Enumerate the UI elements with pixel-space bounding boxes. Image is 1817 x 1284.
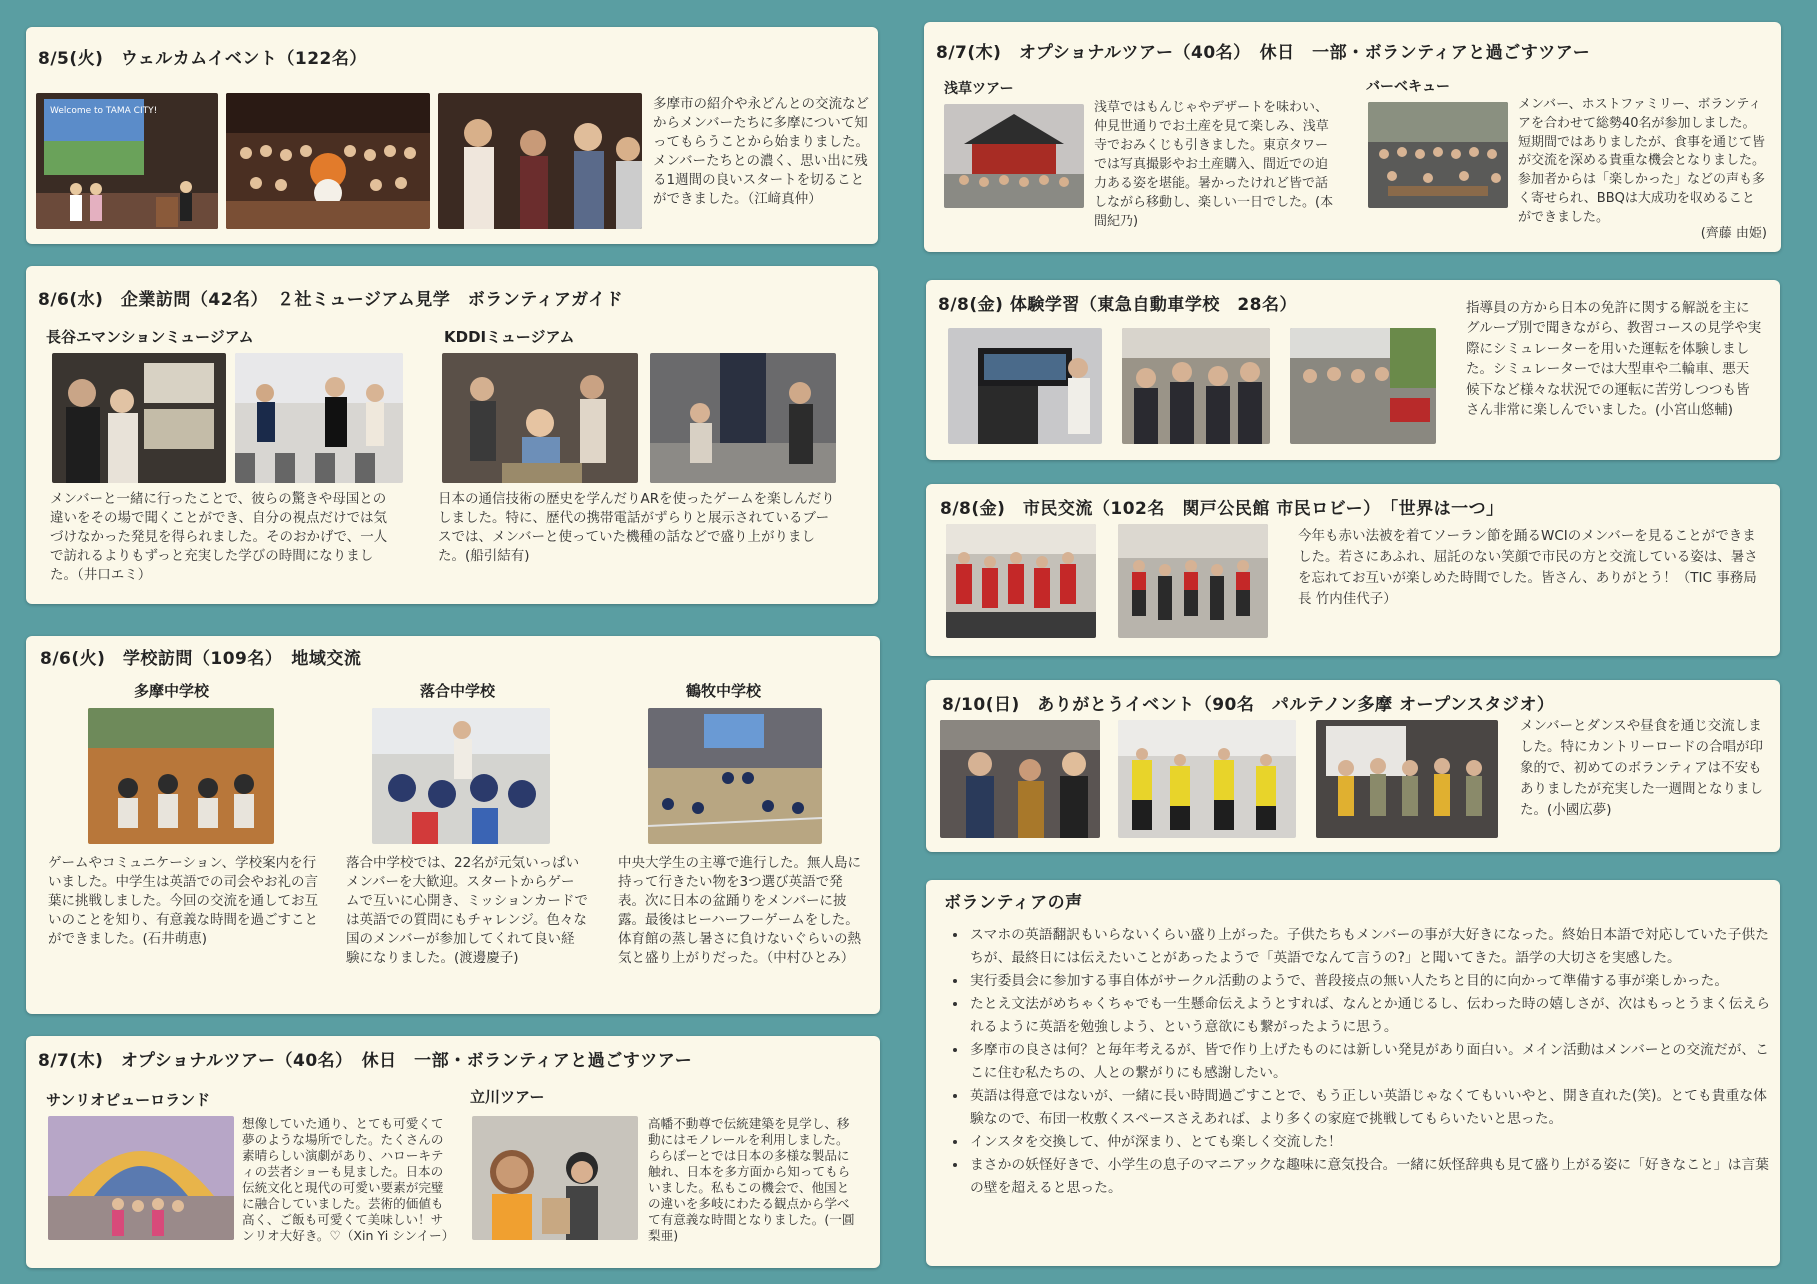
museum-right-subtitle: KDDIミュージアム bbox=[444, 328, 575, 346]
photo-welcome-stage bbox=[36, 93, 218, 229]
photo-driving-simulator bbox=[948, 328, 1102, 444]
tour-left-text: 想像していた通り、とても可愛くて夢のような場所でした。たくさんの素晴らしい演劇があり、ハローキティの芸者ショーも見ました。日本の伝統文化と現代の可愛い要素が完璧に融合していました。芸術的価値も高く、ご飯も可愛くて美味しい！サンリオ大好き。♡（Xin Yi シンイー） bbox=[242, 1116, 455, 1243]
card-title: 8/10(日) ありがとうイベント（90名 パルテノン多摩 オープンスタジオ） bbox=[942, 695, 1555, 715]
voice-item: • スマホの英語翻訳もいらないくらい盛り上がった。子供たちもメンバーの事が大好きになった。終始日本語で対応していた子供たちが、最終日には伝えたいことがあったようで「英語でなんて言うの?」と聞いてきた。語学の大切さを実感した。 bbox=[968, 924, 1776, 970]
voice-item: • 英語は得意ではないが、一緒に長い時間過ごすことで、もう正しい英語じゃなくてもいいやと、開き直れた(笑)。とても貴重な体験なので、布団一枚敷くスペースさえあれば、より多くの家庭で挑戦してもらいたいと思った。 bbox=[968, 1085, 1776, 1131]
card-text: メンバーとダンスや昼食を通じ交流しました。特にカントリーロードの合唱が印象的で、初めてのボランティアは不安もありましたが充実した一週間となりました。(小國広夢) bbox=[1520, 718, 1763, 818]
photo-tama-jhs bbox=[88, 708, 274, 844]
card-optional-tour-left bbox=[26, 1036, 880, 1268]
voice-item: • まさかの妖怪好きで、小学生の息子のマニアックな趣味に意気投合。一緒に妖怪辞典も見て盛り上がる姿に「好きなこと」は言葉の壁を超えると思った。 bbox=[968, 1154, 1776, 1200]
card-title: 8/6(水) 企業訪問（42名） ２社ミュージアム見学 ボランティアガイド bbox=[38, 290, 624, 310]
museum-right-text: 日本の通信技術の歴史を学んだりARを使ったゲームを楽しんだりしました。特に、歴代の携帯電話がずらりと展示されているブースでは、メンバーと使っていた機種の話などで盛り上がりました。(船引結有) bbox=[438, 491, 835, 564]
voice-item: • インスタを交換して、仲が深まり、とても楽しく交流した！ bbox=[968, 1131, 1776, 1154]
school-1-name: 多摩中学校 bbox=[134, 682, 210, 700]
photo-welcome-group bbox=[226, 93, 430, 229]
card-text: 指導員の方から日本の免許に関する解説を主にグループ別で聞きながら、教習コースの見学や実際にシミュレーターを用いた運転を体験しました。シミュレーターでは大型車や二輪車、悪天候下など様々な状況での運転に苦労しつつも皆さん非常に楽しんでいました。(小宮山悠輔) bbox=[1466, 300, 1762, 419]
voice-item: • 実行委員会に参加する事自体がサークル活動のようで、普段接点の無い人たちと目的に向かって準備する事が楽しかった。 bbox=[968, 970, 1776, 993]
voice-item: • 多摩市の良さは何？と毎年考えるが、皆で作り上げたものには新しい発見があり面白い。メイン活動はメンバーとの交流だが、ここに住む私たちの、人との繋がりにも感謝したい。 bbox=[968, 1039, 1776, 1085]
card-text: 今年も赤い法被を着てソーラン節を踊るWCIのメンバーを見ることができました。若さにあふれ、屈託のない笑顔で市民の方と交流している姿は、暑さを忘れてお互いが楽しめた時間でした。皆さん、ありがとう！（TIC 事務局長 竹内佳代子） bbox=[1298, 528, 1758, 607]
school-2-text: 落合中学校では、22名が元気いっぱいメンバーを大歓迎。スタートからゲームで互いに心開き、ミッションカードでは英語での質問にもチャレンジ。色々な国のメンバーが参加してくれて良い経験になりました。(渡邊慶子) bbox=[346, 855, 588, 966]
school-3-text: 中央大学生の主導で進行した。無人島に持って行きたい物を3つ選び英語で発表。次に日本の盆踊りをメンバーに披露。最後はヒーハーフーゲームをした。体育館の蒸し暑さに負けないぐらいの熱気と盛り上がりだった。（中村ひとみ） bbox=[618, 855, 861, 966]
card-title: 8/7(木) オプショナルツアー（40名） 休日 一部・ボランティアと過ごすツアー bbox=[936, 43, 1591, 63]
card-title: 8/7(木) オプショナルツアー（40名） 休日 一部・ボランティアと過ごすツアー bbox=[38, 1051, 693, 1071]
card-school-visit bbox=[26, 636, 880, 1014]
photo-welcome-members bbox=[438, 93, 642, 229]
school-3-name: 鶴牧中学校 bbox=[686, 682, 762, 700]
museum-left-subtitle: 長谷エマンションミュージアム bbox=[46, 328, 254, 346]
photo-soran-dance-1 bbox=[946, 524, 1096, 638]
card-experience-learning bbox=[926, 280, 1780, 460]
photo-kddi-museum-1 bbox=[442, 353, 638, 483]
photo-driving-course bbox=[1290, 328, 1436, 444]
photo-thanks-2 bbox=[1118, 720, 1296, 838]
photo-driving-group bbox=[1122, 328, 1270, 444]
photo-bbq bbox=[1368, 102, 1508, 208]
photo-tsurumaki-jhs bbox=[648, 708, 822, 844]
card-welcome-event bbox=[26, 27, 878, 244]
tour-right-subtitle: 立川ツアー bbox=[470, 1088, 545, 1106]
photo-tachikawa bbox=[472, 1116, 638, 1240]
tour-right-text: メンバー、ホストファミリー、ボランティアを合わせて総勢40名が参加しました。短期間ではありましたが、食事を通じて皆が交流を深める貴重な機会となりました。参加者からは「楽しかった」などの声も多く寄せられ、BBQは大成功を収めることができました。 bbox=[1518, 97, 1766, 225]
photo-ochiai-jhs bbox=[372, 708, 550, 844]
tour-left-subtitle: サンリオピューロランド bbox=[46, 1091, 211, 1109]
voice-item: • たとえ文法がめちゃくちゃでも一生懸命伝えようとすれば、なんとか通じるし、伝わった時の嬉しさが、次はもっとうまく伝えられるように英語を勉強しよう、という意欲にも繋がったように思う。 bbox=[968, 993, 1776, 1039]
card-title: 8/8(金) 市民交流（102名 関戸公民館 市民ロビー） 「世界は一つ」 bbox=[940, 499, 1504, 519]
photo-thanks-1 bbox=[940, 720, 1100, 838]
card-title: 8/6(火) 学校訪問（109名） 地域交流 bbox=[40, 649, 362, 669]
volunteer-voices-list bbox=[944, 924, 1776, 1200]
card-company-visit bbox=[26, 266, 878, 604]
tour-left-text: 浅草ではもんじゃやデザートを味わい、仲見世通りでお土産を見て楽しみ、浅草寺でおみくじも引きました。東京タワーでは写真撮影やお土産購入、間近での迫力ある姿を堪能。暑かったけれど皆で話しながら移動し、楽しい一日でした。(本間紀乃) bbox=[1094, 100, 1334, 229]
welcome-sign-text: Welcome to TAMA CITY! bbox=[50, 106, 158, 116]
school-2-name: 落合中学校 bbox=[420, 682, 496, 700]
card-citizen-exchange bbox=[926, 484, 1780, 656]
photo-puroland bbox=[48, 1116, 234, 1240]
school-1-text: ゲームやコミュニケーション、学校案内を行いました。中学生は英語での司会やお礼の言葉に挑戦しました。今回の交流を通してお互いのことを知り、有意義な時間を過ごすことができました。(石井萌恵) bbox=[48, 855, 318, 947]
card-title: 8/5(火) ウェルカムイベント（122名） bbox=[38, 49, 367, 69]
museum-left-text: メンバーと一緒に行ったことで、彼らの驚きや母国との違いをその場で聞くことができ、自分の視点だけでは気づけなかった発見を得られました。そのおかげで、一人で訪れるよりもずっと充実した学びの時間になりました。（井口エミ） bbox=[50, 491, 388, 583]
card-title: ボランティアの声 bbox=[944, 893, 1083, 913]
photo-asakusa bbox=[944, 104, 1084, 208]
tour-right-subtitle: バーベキュー bbox=[1366, 79, 1450, 95]
photo-haseko-museum-2 bbox=[235, 353, 403, 483]
photo-thanks-3 bbox=[1316, 720, 1498, 838]
card-text: 多摩市の紹介や永どんとの交流などからメンバーたちに多摩について知ってもらうことから始まりました。メンバーたちとの濃く、思い出に残る1週間の良いスタートを切ることができました。（江﨑真仲） bbox=[653, 96, 869, 207]
card-volunteer-voices bbox=[926, 880, 1780, 1266]
card-thank-you-event bbox=[926, 680, 1780, 852]
photo-haseko-museum-1 bbox=[52, 353, 226, 483]
card-optional-tour-right bbox=[924, 22, 1781, 252]
tour-right-signature: (齊藤 由姫) bbox=[1700, 226, 1767, 241]
tour-right-text: 高幡不動尊で伝統建築を見学し、移動にはモノレールを利用しました。ららぽーとでは日本の多様な製品に触れ、日本を多方面から知ってもらいました。私もこの機会で、他国との違いを多岐にわたる観点から学べて有意義な時間となりました。(一圓 梨亜) bbox=[648, 1116, 855, 1243]
photo-kddi-museum-2 bbox=[650, 353, 836, 483]
card-title: 8/8(金) 体験学習（東急自動車学校 28名） bbox=[938, 295, 1297, 315]
tour-left-subtitle: 浅草ツアー bbox=[944, 81, 1014, 97]
photo-soran-dance-2 bbox=[1118, 524, 1268, 638]
